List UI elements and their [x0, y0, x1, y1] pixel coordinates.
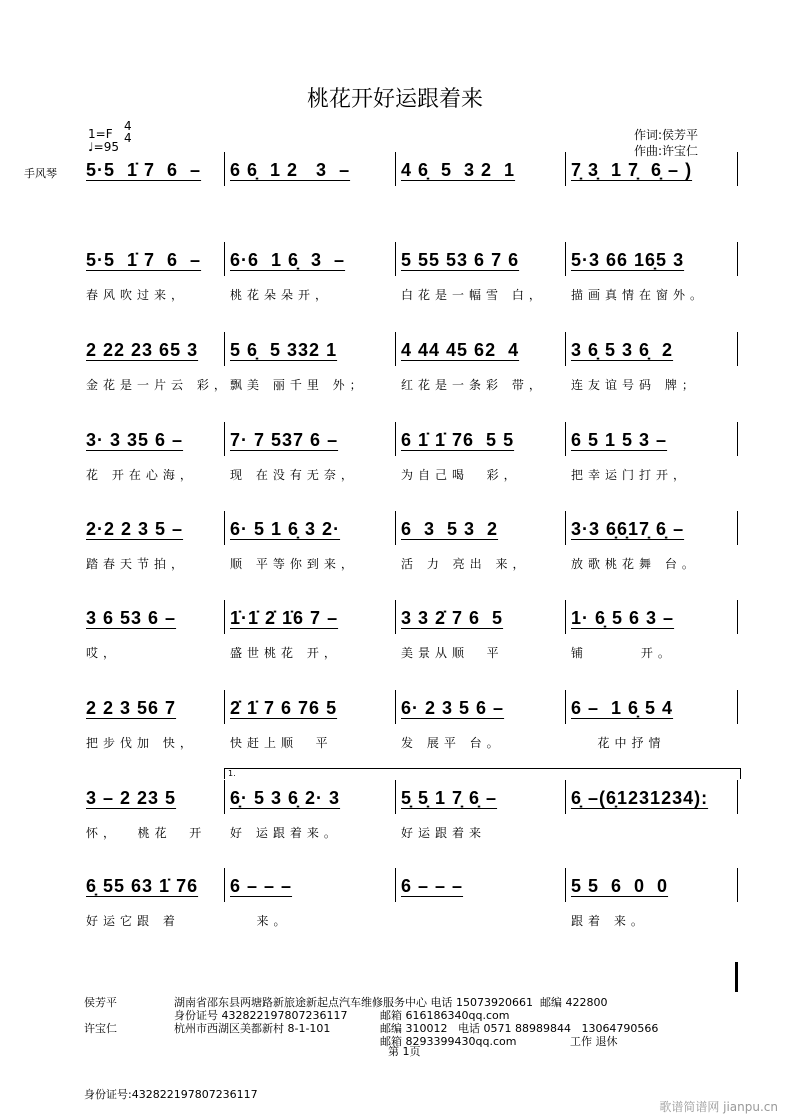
- credits: [634, 127, 698, 159]
- notes: 3 – 2 23 5: [86, 788, 177, 808]
- measure: [224, 519, 395, 569]
- measure: [395, 608, 565, 658]
- footer-email-2: 邮箱 8293399430qq.com: [380, 1035, 517, 1048]
- barline: [224, 242, 225, 276]
- notes: 2·2 2 3 5 –: [86, 519, 184, 539]
- measure: [80, 788, 224, 838]
- lyric: 好 运跟着来。: [230, 826, 341, 840]
- lyric: 踏春天节拍，: [86, 557, 189, 571]
- lyric: 为自己喝 彩，: [401, 468, 521, 482]
- notes: 6̣· 5 3 6̣ 2· 3: [230, 788, 341, 808]
- time-top: 4: [124, 119, 132, 133]
- measure: [565, 519, 737, 569]
- barline: [737, 690, 738, 724]
- measure: [80, 340, 231, 392]
- barline: [565, 422, 566, 456]
- notes: 3 6 53 6 –: [86, 608, 177, 628]
- measure: [224, 788, 395, 838]
- notes: 1· 6̣ 5 6 3 –: [571, 608, 675, 628]
- measure: [224, 698, 395, 748]
- barline: [395, 780, 396, 814]
- notes: 5 6̣ 5 332 1: [230, 340, 338, 360]
- notes: 5 5 6 0 0: [571, 876, 669, 896]
- watermark: 歌谱简谱网 jianpu.cn: [659, 1100, 778, 1114]
- key-signature: 1=F: [88, 127, 113, 141]
- lyric: 好运它跟 着: [86, 914, 180, 928]
- measure: [395, 876, 565, 926]
- lyric: 现 在没有无奈，: [230, 468, 358, 482]
- lyric: 金花是一片云 彩，: [86, 378, 231, 392]
- barline: [224, 332, 225, 366]
- notes: 6·6 1 6̣ 3 –: [230, 250, 346, 270]
- key-tempo: [88, 128, 119, 154]
- barline: [565, 152, 566, 186]
- barline: [224, 600, 225, 634]
- lyric: 白花是一幅雪 白，: [401, 288, 546, 302]
- barline: [737, 242, 738, 276]
- staff-system: [80, 160, 740, 210]
- footer-address-1: 湖南省邵东县两塘路新旅途新起点汽车维修服务中心 电话 15073920661 邮编 422800: [174, 996, 608, 1009]
- lyric: 春风吹过来，: [86, 288, 189, 302]
- page-number: 第 1页: [388, 1045, 421, 1058]
- barline: [565, 780, 566, 814]
- lyric: 发 展平 台。: [401, 736, 504, 750]
- notes: 6 5 1 5 3 –: [571, 430, 668, 450]
- lyric: 红花是一条彩 带，: [401, 378, 546, 392]
- barline: [224, 868, 225, 902]
- notes: 6̣ –(6̣1231234):: [571, 788, 709, 808]
- measure: [565, 160, 737, 210]
- instrument-label: 手风琴: [24, 167, 57, 180]
- measure: [395, 698, 565, 748]
- measure: [395, 430, 565, 480]
- barline: [565, 600, 566, 634]
- measure: [80, 250, 224, 300]
- measure: [565, 340, 737, 390]
- measure: [565, 250, 737, 300]
- staff-system: [80, 340, 740, 390]
- measure: [565, 608, 737, 658]
- notes: 6· 5 1 6̣ 3 2·: [230, 519, 341, 539]
- measure: [224, 430, 395, 480]
- staff-system: [80, 608, 740, 658]
- notes: 2̇ 1̇ 7 6 76 5: [230, 698, 338, 718]
- notes: 6̣ 55 63 1̇ 76: [86, 876, 199, 896]
- lyric: 好运跟着来: [401, 826, 487, 840]
- barline: [565, 511, 566, 545]
- barline: [565, 242, 566, 276]
- measure: [395, 160, 565, 210]
- lyric: 顺 平等你到来，: [230, 557, 358, 571]
- measure: [224, 608, 395, 658]
- lyric: 连友谊号码 牌；: [571, 378, 699, 392]
- measure: [565, 788, 737, 838]
- notes: 5·3 66 16̣5 3: [571, 250, 685, 270]
- lyric: 来。: [230, 914, 291, 928]
- staff-system: [80, 519, 740, 569]
- staff-system: [80, 788, 740, 838]
- time-signature: [124, 120, 132, 144]
- lyric: 美景从顺 平: [401, 646, 504, 660]
- barline: [565, 332, 566, 366]
- barline: [395, 152, 396, 186]
- lyric: 花中抒情: [571, 736, 666, 750]
- lyric: 怀， 桃花 开: [86, 826, 207, 840]
- measure: [395, 340, 565, 390]
- notes: 4 44 45 62 4: [401, 340, 520, 360]
- footer-contact-2: 邮编 310012 电话 0571 88989844 13064790566: [380, 1022, 659, 1035]
- measure: [395, 250, 565, 300]
- measure: [224, 160, 395, 210]
- lyric: 描画真情在窗外。: [571, 288, 708, 302]
- measure: [80, 876, 224, 926]
- measure: [395, 519, 565, 569]
- barline: [395, 690, 396, 724]
- staff-system: [80, 430, 740, 480]
- barline: [224, 422, 225, 456]
- measure: [224, 876, 395, 926]
- notes: 6 6̣ 1 2 3 –: [230, 160, 351, 180]
- notes: 4 6̣ 5 3 2 1: [401, 160, 516, 180]
- notes: 6 – 1 6̣ 5 4: [571, 698, 674, 718]
- staff-system: [80, 698, 740, 748]
- lyric: 花 开在心海，: [86, 468, 197, 482]
- lyricist: 作词:侯芳平: [634, 128, 699, 142]
- footer-id-1: 身份证号 432822197807236117: [174, 1009, 348, 1022]
- footer-email-1: 邮箱 616186340qq.com: [380, 1009, 510, 1022]
- barline: [737, 600, 738, 634]
- barline: [224, 690, 225, 724]
- lyric: 跟着 来。: [571, 914, 648, 928]
- notes: 6 – – –: [401, 876, 464, 896]
- footer-name-1: 侯芳平: [84, 996, 117, 1009]
- lyric: 哎，: [86, 646, 121, 660]
- lyric: 放歌桃花舞 台。: [571, 557, 699, 571]
- notes: 3·3 6̣6̣17̣ 6̣ –: [571, 519, 685, 539]
- barline: [737, 152, 738, 186]
- measure: [80, 698, 224, 748]
- barline: [737, 780, 738, 814]
- lyric: 把步伐加 快，: [86, 736, 197, 750]
- final-barline: [735, 962, 738, 992]
- barline: [395, 600, 396, 634]
- measure: [224, 340, 395, 390]
- notes: 5̣ 5̣ 1 7̣ 6̣ –: [401, 788, 498, 808]
- barline: [395, 868, 396, 902]
- notes: 7· 7 537 6 –: [230, 430, 339, 450]
- measure: [565, 698, 737, 748]
- barline: [565, 868, 566, 902]
- volta-bracket: 1.: [224, 768, 741, 779]
- barline: [224, 511, 225, 545]
- footer-job-2: 工作 退休: [570, 1035, 618, 1048]
- barline: [395, 332, 396, 366]
- footer-name-2: 许宝仁: [84, 1022, 117, 1035]
- barline: [737, 332, 738, 366]
- notes: 6 1̇ 1̇ 76 5 5: [401, 430, 515, 450]
- barline: [395, 422, 396, 456]
- notes: 3· 3 35 6 –: [86, 430, 184, 450]
- lyric: 快赶上顺 平: [230, 736, 333, 750]
- notes: 3 6̣ 5 3 6̣ 2: [571, 340, 674, 360]
- notes: 3 3 2̇ 7 6 5: [401, 608, 504, 628]
- notes: 2 22 23 65 3: [86, 340, 199, 360]
- staff-system: [80, 876, 740, 926]
- measure: [80, 608, 224, 658]
- barline: [565, 690, 566, 724]
- measure: [80, 160, 224, 210]
- staff-system: [80, 250, 740, 300]
- composer: 作曲:许宝仁: [634, 144, 699, 158]
- notes: 6 – – –: [230, 876, 293, 896]
- lyric: 桃花朵朵开，: [230, 288, 333, 302]
- barline: [395, 242, 396, 276]
- barline: [737, 422, 738, 456]
- barline: [395, 511, 396, 545]
- measure: [565, 430, 737, 480]
- footer-id-bottom: 身份证号:432822197807236117: [84, 1088, 258, 1101]
- measure: [80, 519, 224, 569]
- notes: 6· 2 3 5 6 –: [401, 698, 505, 718]
- footer-address-2: 杭州市西湖区美都新村 8-1-101: [174, 1022, 331, 1035]
- measure: [80, 430, 224, 480]
- lyric: 活 力 亮出 来，: [401, 557, 530, 571]
- lyric: 盛世桃花 开，: [230, 646, 341, 660]
- notes: 5·5 1̇ 7 6 –: [86, 160, 202, 180]
- notes: 1̇·1̇ 2̇ 1̇6 7 –: [230, 608, 339, 628]
- lyric: 铺 开。: [571, 646, 675, 660]
- notes: 5·5 1̇ 7 6 –: [86, 250, 202, 270]
- lyric: 飘美 丽千里 外；: [230, 378, 367, 392]
- measure: [565, 876, 737, 926]
- notes: 5 55 53 6 7 6: [401, 250, 520, 270]
- tempo-marking: ♩=95: [88, 140, 119, 154]
- lyric: 把幸运门打开，: [571, 468, 691, 482]
- barline: [224, 780, 225, 814]
- notes: 2 2 3 56 7: [86, 698, 177, 718]
- measure: [224, 250, 395, 300]
- barline: [737, 511, 738, 545]
- notes: 6 3 5 3 2: [401, 519, 499, 539]
- notes: 7̣ 3̣ 1 7̣ 6̣ – ): [571, 160, 693, 180]
- time-bottom: 4: [124, 131, 132, 145]
- barline: [224, 152, 225, 186]
- song-title: 桃花开好运跟着来: [306, 87, 483, 112]
- measure: [395, 788, 565, 838]
- barline: [737, 868, 738, 902]
